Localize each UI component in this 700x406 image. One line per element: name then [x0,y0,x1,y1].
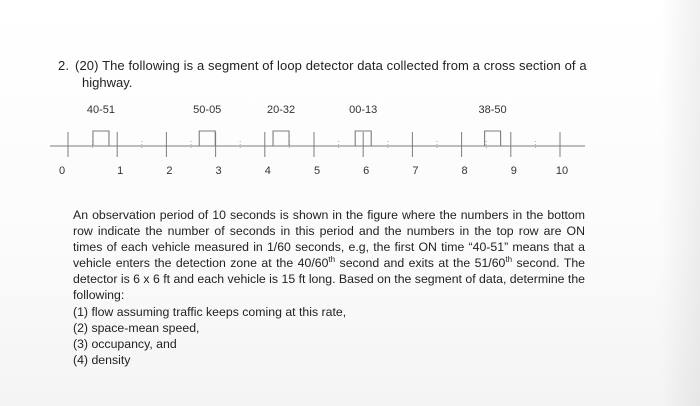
second-label: 2 [166,165,173,177]
second-label: 0 [58,165,66,177]
question-number: 2. [58,58,70,73]
question-text: The following is a segment of loop detector data collected from a cross section of a [102,58,587,73]
on-time-label: 00-13 [349,104,378,116]
list-item-density: (4) density [73,352,131,367]
detector-pulse [87,131,115,146]
on-time-label: 50-05 [193,104,222,116]
on-time-label: 20-32 [266,104,296,116]
detector-pulse [193,131,221,146]
detector-pulse [267,131,295,146]
problem-text [73,207,585,368]
second-label: 7 [412,165,419,177]
question-list [73,304,585,368]
paragraph-part-1: An observation period of 10 seconds is shown in the figure where the numbers in the bottom row indicate the number of seconds in this period and the numbers in the top row are ON times of each vehicle measured in 1/60 seconds, e.g, the first ON time “40-51” means that a vehicle enters the detection zone at the 40/60 [73,208,585,271]
list-item-speed: (2) space-mean speed, [73,320,200,335]
question-line-2: highway. [82,75,133,90]
on-time-label: 38-50 [478,104,507,116]
paragraph-part-3: second. The detector is 6 x 6 ft and each vehicle is 15 ft long. Based on the segment of data, determine the following: [73,256,586,303]
on-time-label: 40-51 [86,104,116,116]
superscript-th-2: th [505,255,513,265]
problem-paragraph [73,207,585,304]
second-label: 10 [555,165,569,177]
second-label: 3 [215,165,222,177]
paragraph-part-2: second and exits at the 51/60 [335,256,506,271]
question-points: (20) [75,58,99,73]
second-label: 6 [363,165,370,177]
second-label: 4 [264,165,271,177]
second-label: 1 [117,165,124,177]
list-item-occupancy: (3) occupancy, and [73,336,177,351]
second-label: 5 [313,165,321,177]
superscript-th-1: th [328,255,336,265]
second-label: 9 [510,165,517,177]
detector-pulse [479,131,507,146]
second-label: 8 [461,165,468,177]
list-item-flow: (1) flow assuming traffic keeps coming at this rate, [73,304,347,319]
